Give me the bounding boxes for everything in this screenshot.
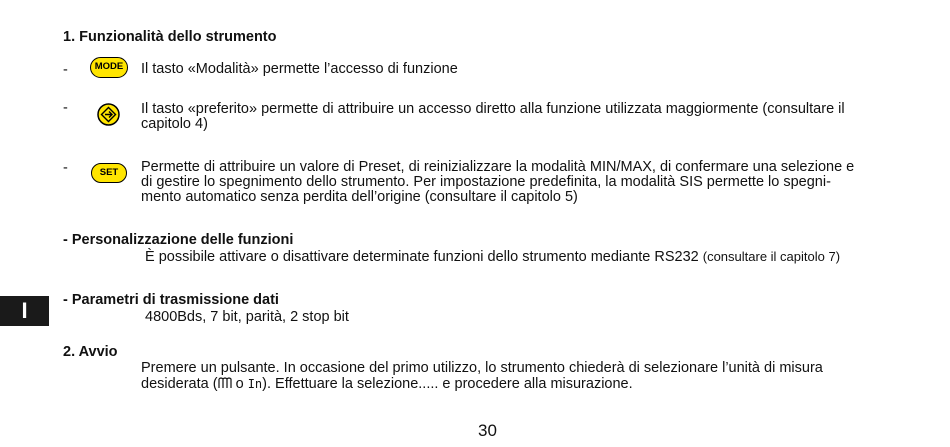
section-title-funzionalita: 1. Funzionalità dello strumento xyxy=(63,29,277,45)
set-description-line1: Permette di attribuire un valore di Preset, di reinizializzare la modalità MIN/MAX, di confermare una selezione e xyxy=(141,159,855,175)
list-dash: - xyxy=(63,160,68,176)
mode-button-icon xyxy=(90,57,128,78)
personalizzazione-text xyxy=(145,249,840,265)
unit-mm-icon xyxy=(218,376,232,393)
avvio-text xyxy=(141,361,926,393)
avvio-line2-start: desiderata ( xyxy=(141,376,218,392)
list-dash: - xyxy=(63,100,68,116)
mode-description: Il tasto «Modalità» permette l’accesso di funzione xyxy=(141,61,458,77)
set-button-icon xyxy=(91,163,127,183)
set-description-line3: mento automatico senza perdita dell’origine (consultare il capitolo 5) xyxy=(141,189,578,205)
favorite-description xyxy=(141,102,926,132)
list-dash: - xyxy=(63,62,68,78)
favorite-description-line2: capitolo 4) xyxy=(141,116,208,132)
set-description-line2: di gestire lo spegnimento dello strumento. Per impostazione predefinita, la modalità SIS permette lo spegni- xyxy=(141,174,831,190)
favorite-key-icon xyxy=(97,103,120,126)
set-button-label: SET xyxy=(99,167,119,178)
personalizzazione-title: - Personalizzazione delle funzioni xyxy=(63,232,294,248)
page-number: 30 xyxy=(478,421,497,440)
parametri-text: 4800Bds, 7 bit, parità, 2 stop bit xyxy=(145,309,349,325)
mode-button-label: MODE xyxy=(94,61,124,72)
parametri-title: - Parametri di trasmissione dati xyxy=(63,292,279,308)
language-tab: I xyxy=(0,296,49,326)
personalizzazione-text-ref: (consultare il capitolo 7) xyxy=(702,249,841,264)
avvio-line1: Premere un pulsante. In occasione del primo utilizzo, lo strumento chiederà di selezionare l’unità di misura xyxy=(141,360,823,376)
avvio-line2-or: o xyxy=(231,376,248,392)
set-description xyxy=(141,160,926,205)
avvio-line2-end: ). Effettuare la selezione..... e procedere alla misurazione. xyxy=(262,376,633,392)
favorite-description-line1: Il tasto «preferito» permette di attribuire un accesso diretto alla funzione utilizzata maggiormente (consultare il xyxy=(141,101,845,117)
unit-in-icon: In xyxy=(247,377,263,391)
section-title-avvio: 2. Avvio xyxy=(63,344,118,360)
avvio-line2 xyxy=(141,376,926,393)
personalizzazione-text-main: È possibile attivare o disattivare determinate funzioni dello strumento mediante RS232 xyxy=(145,249,703,265)
